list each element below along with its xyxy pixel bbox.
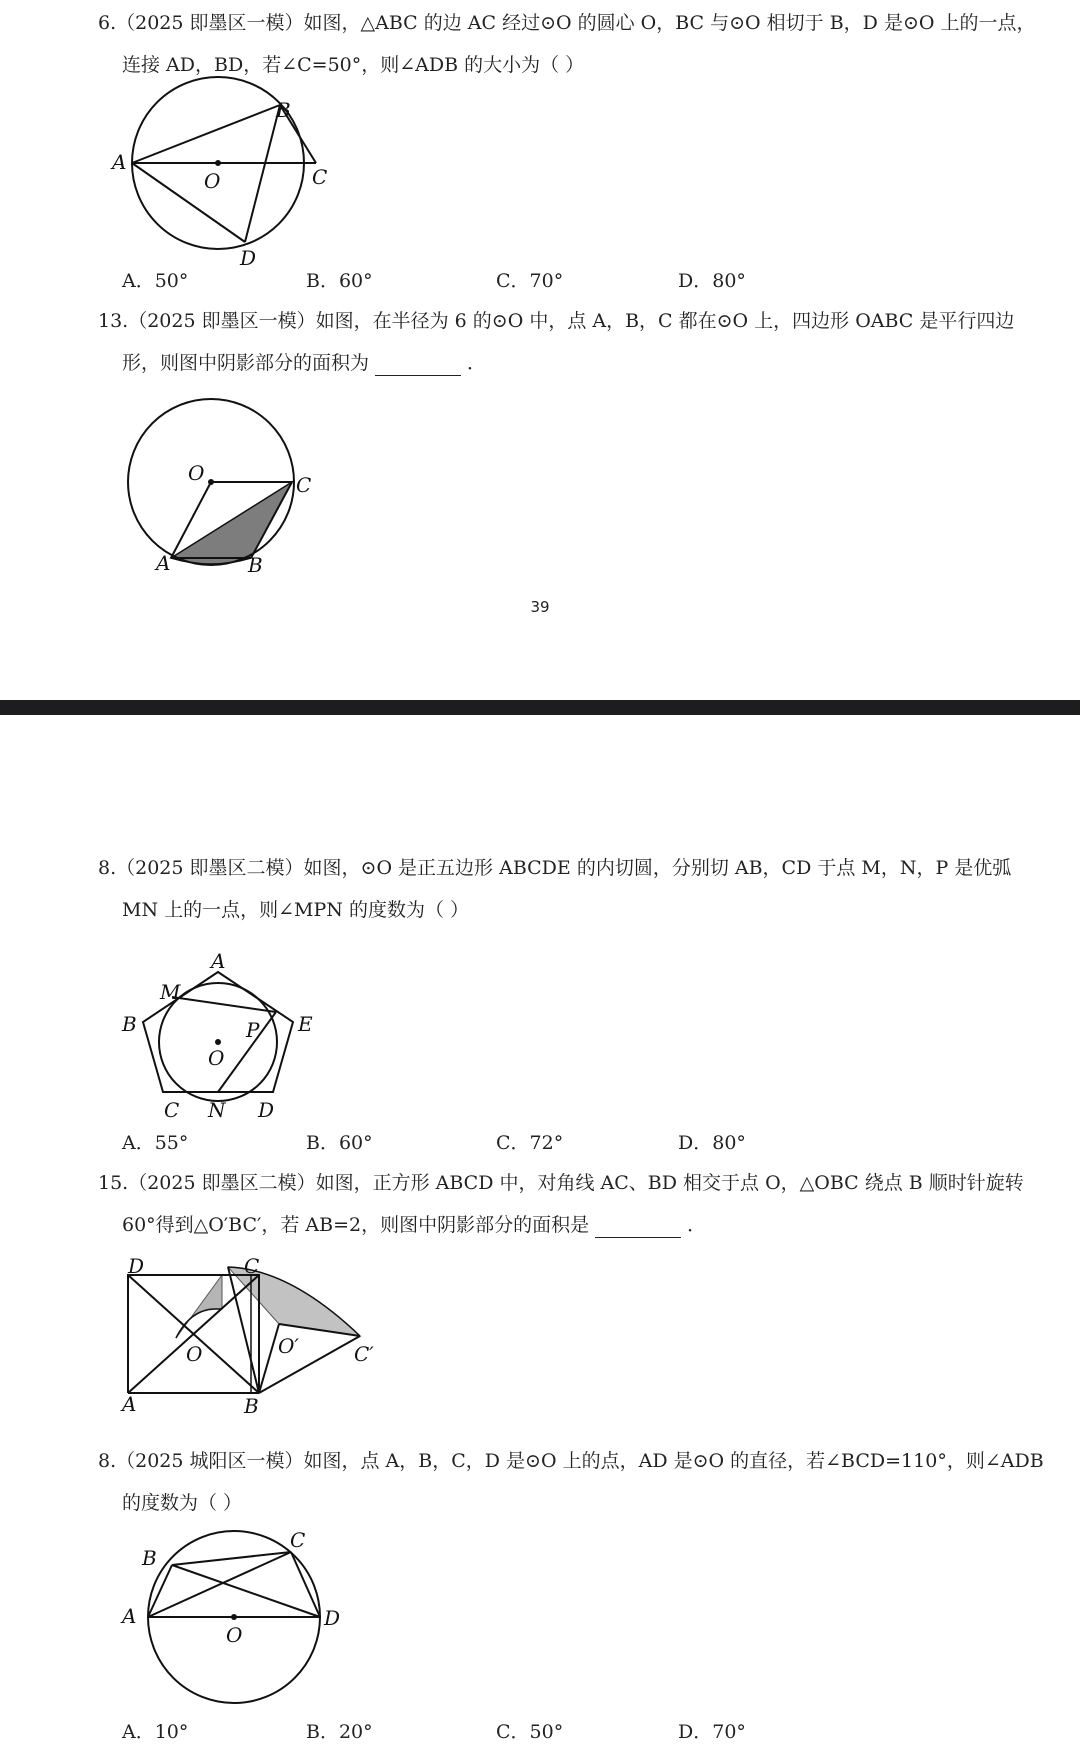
q8a-label-n: N (208, 1098, 226, 1122)
q8b-figure (118, 1523, 348, 1703)
q8b-option-d: D．70° (678, 1721, 746, 1743)
q13-label-c: C (296, 473, 312, 497)
q13-label-o: O (188, 461, 205, 485)
q8b-line1: 8.（2025 城阳区一模）如图，点 A，B，C，D 是⊙O 上的点，AD 是⊙O 的直径，若∠BCD=110°，则∠ADB (98, 1450, 1044, 1472)
q8b-label-d: D (324, 1606, 341, 1630)
q8a-label-e: E (298, 1012, 313, 1036)
q15-line2-text: 60°得到△O′BC′，若 AB=2，则图中阴影部分的面积是 (122, 1214, 590, 1236)
page-bottom (0, 715, 1080, 1757)
q8a-label-a: A (211, 949, 226, 973)
q15-figure (118, 1253, 378, 1418)
q13-figure (128, 390, 328, 575)
q8b-option-c: C．50° (496, 1721, 564, 1743)
q8b-label-o: O (226, 1623, 243, 1647)
q15-label-d: D (128, 1254, 145, 1278)
q8a-option-b: B．60° (306, 1132, 373, 1154)
q6-line2: 连接 AD，BD，若∠C=50°，则∠ADB 的大小为（ ） (122, 54, 585, 76)
q6-option-d: D．80° (678, 270, 746, 292)
q8a-line2: MN 上的一点，则∠MPN 的度数为（ ） (122, 899, 469, 921)
q13-label-a: A (156, 551, 171, 575)
q8a-option-c: C．72° (496, 1132, 564, 1154)
q13-answer-blank (375, 355, 461, 376)
q8a-label-m: M (160, 980, 181, 1004)
q8a-label-c: C (164, 1098, 180, 1122)
q15-line1: 15.（2025 即墨区二模）如图，正方形 ABCD 中，对角线 AC、BD 相交于点 O，△OBC 绕点 B 顺时针旋转 (98, 1172, 1024, 1194)
q6-option-b: B．60° (306, 270, 373, 292)
page-number: 39 (530, 598, 550, 616)
q15-label-c-prime: C′ (354, 1342, 374, 1366)
q13-line2 (122, 350, 486, 376)
q6-option-a: A．50° (122, 270, 189, 292)
q15-label-o: O (186, 1342, 203, 1366)
page-top (0, 0, 1080, 700)
q6-label-b: B (276, 98, 291, 122)
q15-line2 (122, 1212, 706, 1238)
q13-line1: 13.（2025 即墨区一模）如图，在半径为 6 的⊙O 中，点 A，B，C 都在⊙O 上，四边形 OABC 是平行四边 (98, 310, 1015, 332)
q8b-label-b: B (142, 1546, 157, 1570)
q8b-label-a: A (122, 1604, 137, 1628)
q8a-figure (118, 937, 338, 1122)
q6-line1: 6.（2025 即墨区一模）如图，△ABC 的边 AC 经过⊙O 的圆心 O，BC 与⊙O 相切于 B，D 是⊙O 上的一点， (98, 12, 1036, 34)
q8a-line1: 8.（2025 即墨区二模）如图，⊙O 是正五边形 ABCDE 的内切圆，分别切 AB，CD 于点 M，N，P 是优弧 (98, 857, 1012, 879)
q13-line2-end: ． (467, 352, 487, 374)
q8a-option-d: D．80° (678, 1132, 746, 1154)
q6-figure (112, 88, 338, 270)
q6-options (122, 266, 822, 292)
page-divider (0, 700, 1080, 715)
q8a-label-d: D (258, 1098, 275, 1122)
q13-line2-text: 形，则图中阴影部分的面积为 (122, 352, 370, 374)
q15-label-c: C (244, 1254, 260, 1278)
q8b-options (122, 1717, 822, 1743)
q6-label-a: A (112, 150, 127, 174)
q8b-label-c: C (290, 1528, 306, 1552)
q8a-label-p: P (246, 1018, 260, 1042)
q8b-line2: 的度数为（ ） (122, 1492, 243, 1514)
q15-label-o-prime: O′ (278, 1334, 299, 1358)
q6-label-o: O (204, 169, 221, 193)
q8b-option-a: A．10° (122, 1721, 189, 1743)
q8a-option-a: A．55° (122, 1132, 189, 1154)
q15-label-b: B (244, 1394, 259, 1418)
q8b-option-b: B．20° (306, 1721, 373, 1743)
q15-line2-end: ． (687, 1214, 707, 1236)
q6-label-c: C (312, 165, 328, 189)
q8a-label-o: O (208, 1046, 225, 1070)
q8a-options (122, 1128, 822, 1154)
q6-label-d: D (240, 246, 257, 270)
q13-label-b: B (248, 553, 263, 577)
q15-answer-blank (595, 1217, 681, 1238)
q8a-label-b: B (122, 1012, 137, 1036)
q15-label-a: A (122, 1392, 137, 1416)
q6-option-c: C．70° (496, 270, 564, 292)
